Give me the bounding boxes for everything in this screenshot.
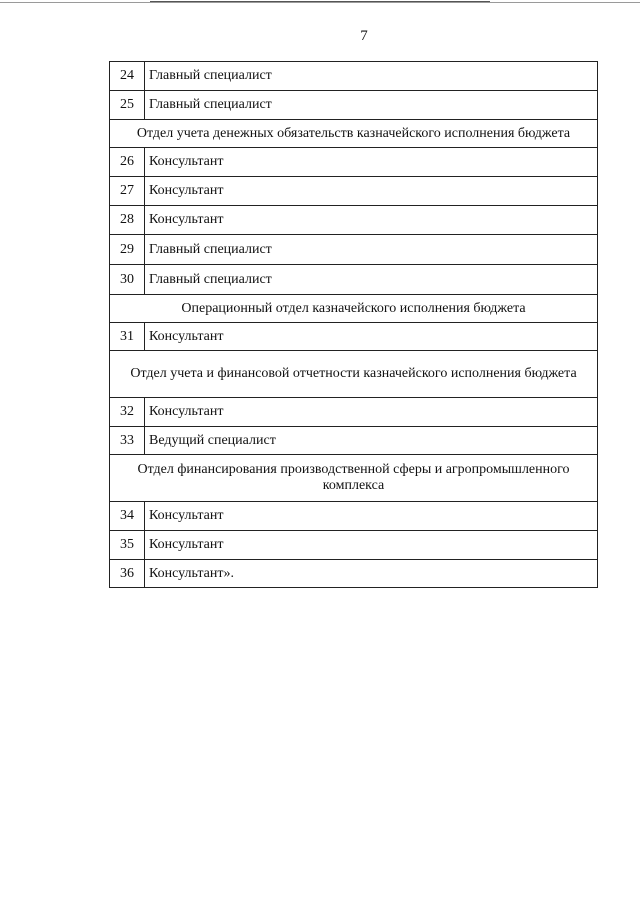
scan-edge-line-dark <box>150 1 490 2</box>
row-number: 36 <box>110 560 145 588</box>
table-row <box>110 560 598 588</box>
position-title: Главный специалист <box>145 91 598 120</box>
row-number: 29 <box>110 235 145 265</box>
table-row <box>110 323 598 351</box>
department-row <box>110 351 598 398</box>
scan-edge-line <box>0 2 640 3</box>
row-number: 33 <box>110 427 145 455</box>
department-title: Операционный отдел казначейского исполнения бюджета <box>110 295 598 323</box>
position-title: Консультант». <box>145 560 598 588</box>
department-row <box>110 120 598 148</box>
position-title: Ведущий специалист <box>145 427 598 455</box>
row-number: 27 <box>110 177 145 206</box>
table-row <box>110 235 598 265</box>
table-row <box>110 148 598 177</box>
department-row <box>110 295 598 323</box>
row-number: 32 <box>110 398 145 427</box>
department-title: Отдел учета денежных обязательств казначейского исполнения бюджета <box>110 120 598 148</box>
row-number: 30 <box>110 265 145 295</box>
row-number: 24 <box>110 62 145 91</box>
table-row <box>110 427 598 455</box>
position-title: Консультант <box>145 502 598 531</box>
position-title: Консультант <box>145 148 598 177</box>
row-number: 28 <box>110 206 145 235</box>
table-row <box>110 177 598 206</box>
position-title: Консультант <box>145 177 598 206</box>
table-row <box>110 265 598 295</box>
department-title: Отдел учета и финансовой отчетности казначейского исполнения бюджета <box>110 351 598 398</box>
page-number: 7 <box>360 28 368 44</box>
row-number: 25 <box>110 91 145 120</box>
table-row <box>110 398 598 427</box>
table-row <box>110 502 598 531</box>
staff-positions-table <box>109 61 598 588</box>
position-title: Консультант <box>145 206 598 235</box>
department-row <box>110 455 598 502</box>
position-title: Консультант <box>145 531 598 560</box>
row-number: 34 <box>110 502 145 531</box>
row-number: 31 <box>110 323 145 351</box>
table-row <box>110 62 598 91</box>
position-title: Консультант <box>145 398 598 427</box>
row-number: 35 <box>110 531 145 560</box>
table-row <box>110 91 598 120</box>
department-title: Отдел финансирования производственной сферы и агропромышленного комплекса <box>110 455 598 502</box>
position-title: Главный специалист <box>145 265 598 295</box>
position-title: Главный специалист <box>145 62 598 91</box>
table-row <box>110 206 598 235</box>
row-number: 26 <box>110 148 145 177</box>
position-title: Главный специалист <box>145 235 598 265</box>
position-title: Консультант <box>145 323 598 351</box>
table-body <box>110 62 598 588</box>
table-row <box>110 531 598 560</box>
